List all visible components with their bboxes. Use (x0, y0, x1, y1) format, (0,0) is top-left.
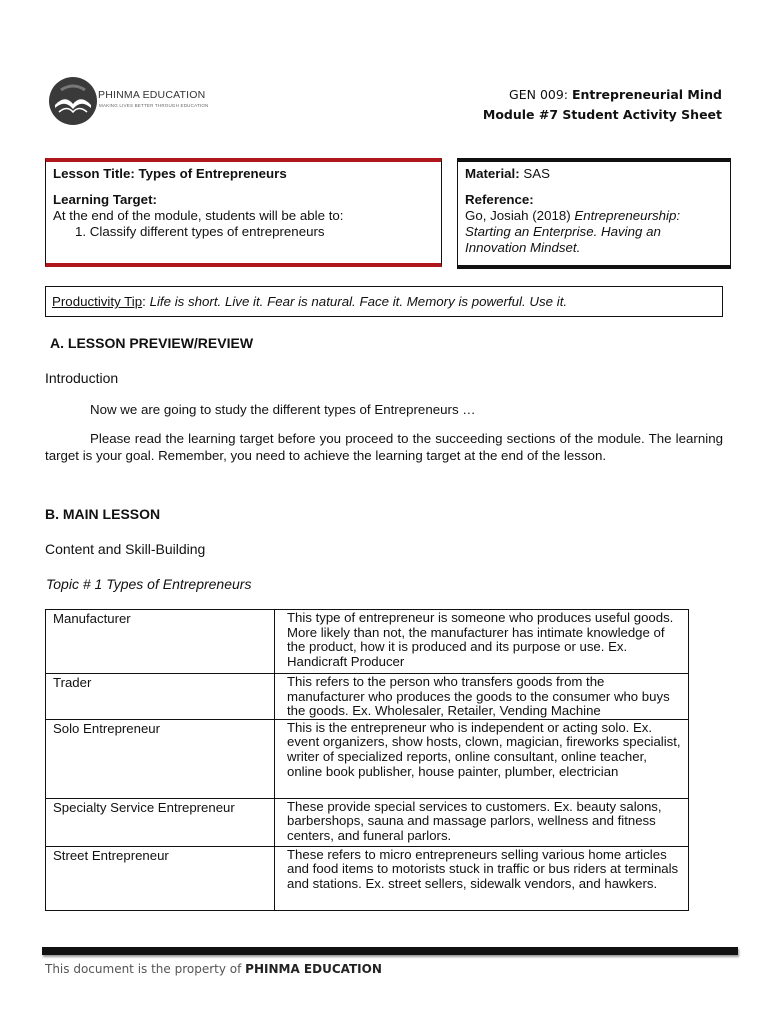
type-cell: Solo Entrepreneur (46, 719, 275, 798)
document-header (483, 85, 722, 125)
table-row (46, 719, 689, 798)
type-cell: Specialty Service Entrepreneur (46, 798, 275, 846)
course-code: GEN 009: (509, 87, 572, 102)
reference-author: Go, Josiah (2018) (465, 208, 575, 223)
material-label: Material: (465, 166, 520, 181)
content-heading: Content and Skill-Building (45, 541, 206, 557)
section-a-heading: A. LESSON PREVIEW/REVIEW (50, 335, 254, 351)
description-cell: This refers to the person who transfers goods from the manufacturer who produces the goods to the consumer who buys the goods. Ex. Wholesaler, Retailer, Vending Machine (275, 674, 689, 720)
intro-paragraph-2: Please read the learning target before you proceed to the succeeding sections of the module. The learning target is your goal. Remember, you need to achieve the learning target at the end of the lesson. (45, 431, 723, 463)
footer-label: This document is the property of (45, 962, 246, 976)
description-cell: These provide special services to customers. Ex. beauty salons, barbershops, sauna and massage parlors, wellness and fitness centers, and funeral parlors. (275, 798, 689, 846)
lesson-title: Lesson Title: Types of Entrepreneurs (53, 166, 287, 181)
tip-text: Life is short. Live it. Fear is natural. Face it. Memory is powerful. Use it. (149, 294, 568, 309)
description-cell: This is the entrepreneur who is independent or acting solo. Ex. event organizers, show hosts, clown, magician, fireworks specialist, writer of specialized reports, online consultant, online teacher, online book publisher, house painter, plumber, electrician (275, 719, 689, 798)
tip-colon: : (142, 294, 150, 309)
reference-label: Reference: (465, 192, 534, 207)
footer-text (45, 962, 382, 976)
material-value: SAS (519, 166, 550, 181)
footer-owner: PHINMA EDUCATION (245, 962, 382, 976)
logo-tagline: MAKING LIVES BETTER THROUGH EDUCATION (99, 103, 209, 108)
description-cell: These refers to micro entrepreneurs selling various home articles and food items to motorists stuck in traffic or bus riders at terminals and stations. Ex. street sellers, sidewalk vendors, and hawkers. (275, 846, 689, 910)
footer-divider (42, 947, 738, 955)
introduction-heading: Introduction (45, 370, 119, 386)
type-cell: Street Entrepreneur (46, 846, 275, 910)
reference-title: Entrepreneurship: Starting an Enterprise. Having an Innovation Mindset. (465, 208, 681, 255)
table-row (46, 610, 689, 674)
learning-target-item: 1. Classify different types of entrepreneurs (75, 224, 325, 239)
module-label: Module #7 Student Activity Sheet (482, 107, 722, 122)
table-row (46, 798, 689, 846)
productivity-tip (45, 286, 723, 317)
lesson-box (45, 158, 442, 267)
learning-target-label: Learning Target: (53, 192, 157, 207)
entrepreneur-types-table (45, 609, 689, 911)
topic-heading: Topic # 1 Types of Entrepreneurs (46, 576, 252, 592)
section-b-heading: B. MAIN LESSON (45, 506, 161, 522)
type-cell: Trader (46, 674, 275, 720)
learning-target-intro: At the end of the module, students will be able to: (53, 208, 344, 223)
tip-label: Productivity Tip (52, 294, 143, 309)
type-cell: Manufacturer (46, 610, 275, 674)
material-box (457, 158, 731, 269)
intro-paragraph-1: Now we are going to study the different types of Entrepreneurs … (90, 402, 476, 417)
logo-name: PHINMA EDUCATION (98, 89, 206, 101)
table-row (46, 846, 689, 910)
phinma-logo (47, 72, 212, 130)
description-cell: This type of entrepreneur is someone who produces useful goods. More likely than not, the manufacturer has intimate knowledge of the product, how it is produced and its purpose or use. Ex. Handicraft Producer (275, 610, 689, 674)
course-title: Entrepreneurial Mind (571, 87, 722, 102)
table-row (46, 674, 689, 720)
